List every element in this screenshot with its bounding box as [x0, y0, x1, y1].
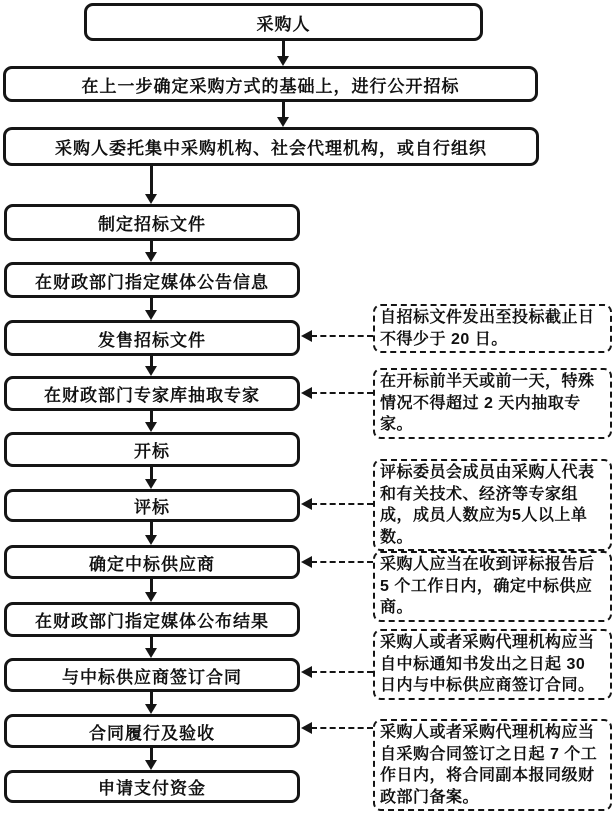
node-sign-contract: 与中标供应商签订合同 [4, 658, 300, 692]
node-bid-evaluation: 评标 [4, 489, 300, 522]
node-select-experts: 在财政部门专家库抽取专家 [4, 376, 300, 411]
dashed-arrow-left-icon [301, 387, 373, 399]
arrow-down-icon [145, 637, 157, 658]
ann-determine-supplier-time-note: 采购人应当在收到评标报告后 5 个工作日内，确定中标供应商。 [373, 551, 612, 622]
node-determine-winning-supplier: 确定中标供应商 [4, 545, 300, 579]
node-sell-tender-documents: 发售招标文件 [4, 320, 300, 356]
node-purchaser: 采购人 [84, 3, 483, 41]
node-prepare-tender-documents: 制定招标文件 [4, 204, 300, 241]
node-open-tendering-basis: 在上一步确定采购方式的基础上，进行公开招标 [3, 66, 538, 102]
dashed-arrow-left-icon [301, 330, 373, 342]
dashed-arrow-left-icon [301, 556, 373, 568]
arrow-down-icon [145, 166, 157, 204]
arrow-down-icon [145, 298, 157, 320]
ann-expert-selection-time-note: 在开标前半天或前一天，特殊情况不得超过 2 天内抽取专家。 [373, 368, 612, 439]
arrow-down-icon [145, 522, 157, 545]
arrow-down-icon [145, 748, 157, 770]
dashed-arrow-left-icon [301, 666, 373, 678]
arrow-down-icon [145, 692, 157, 714]
dashed-arrow-left-icon [301, 722, 373, 734]
dashed-arrow-left-icon [301, 498, 373, 510]
node-entrust-agency: 采购人委托集中采购机构、社会代理机构，或自行组织 [3, 127, 539, 166]
node-publish-results: 在财政部门指定媒体公布结果 [4, 602, 300, 637]
ann-evaluation-committee-note: 评标委员会成员由采购人代表和有关技术、经济等专家组成，成员人数应为5人以上单数。 [373, 459, 612, 551]
arrow-down-icon [145, 579, 157, 602]
arrow-down-icon [277, 41, 289, 66]
ann-tender-period-note: 自招标文件发出至投标截止日不得少于 20 日。 [373, 304, 612, 353]
ann-contract-signing-time-note: 采购人或者采购代理机构应当自中标通知书发出之日起 30 日内与中标供应商签订合同。 [373, 629, 612, 700]
arrow-down-icon [145, 411, 157, 432]
arrow-down-icon [145, 241, 157, 262]
node-apply-payment: 申请支付资金 [4, 770, 300, 803]
node-contract-performance-acceptance: 合同履行及验收 [4, 714, 300, 748]
arrow-down-icon [145, 467, 157, 489]
arrow-down-icon [145, 356, 157, 376]
arrow-down-icon [277, 101, 289, 127]
node-announce-info-media: 在财政部门指定媒体公告信息 [4, 262, 300, 298]
ann-contract-filing-note: 采购人或者采购代理机构应当自采购合同签订之日起 7 个工作日内，将合同副本报同级财政部门备案。 [373, 719, 612, 811]
node-bid-opening: 开标 [4, 432, 300, 467]
